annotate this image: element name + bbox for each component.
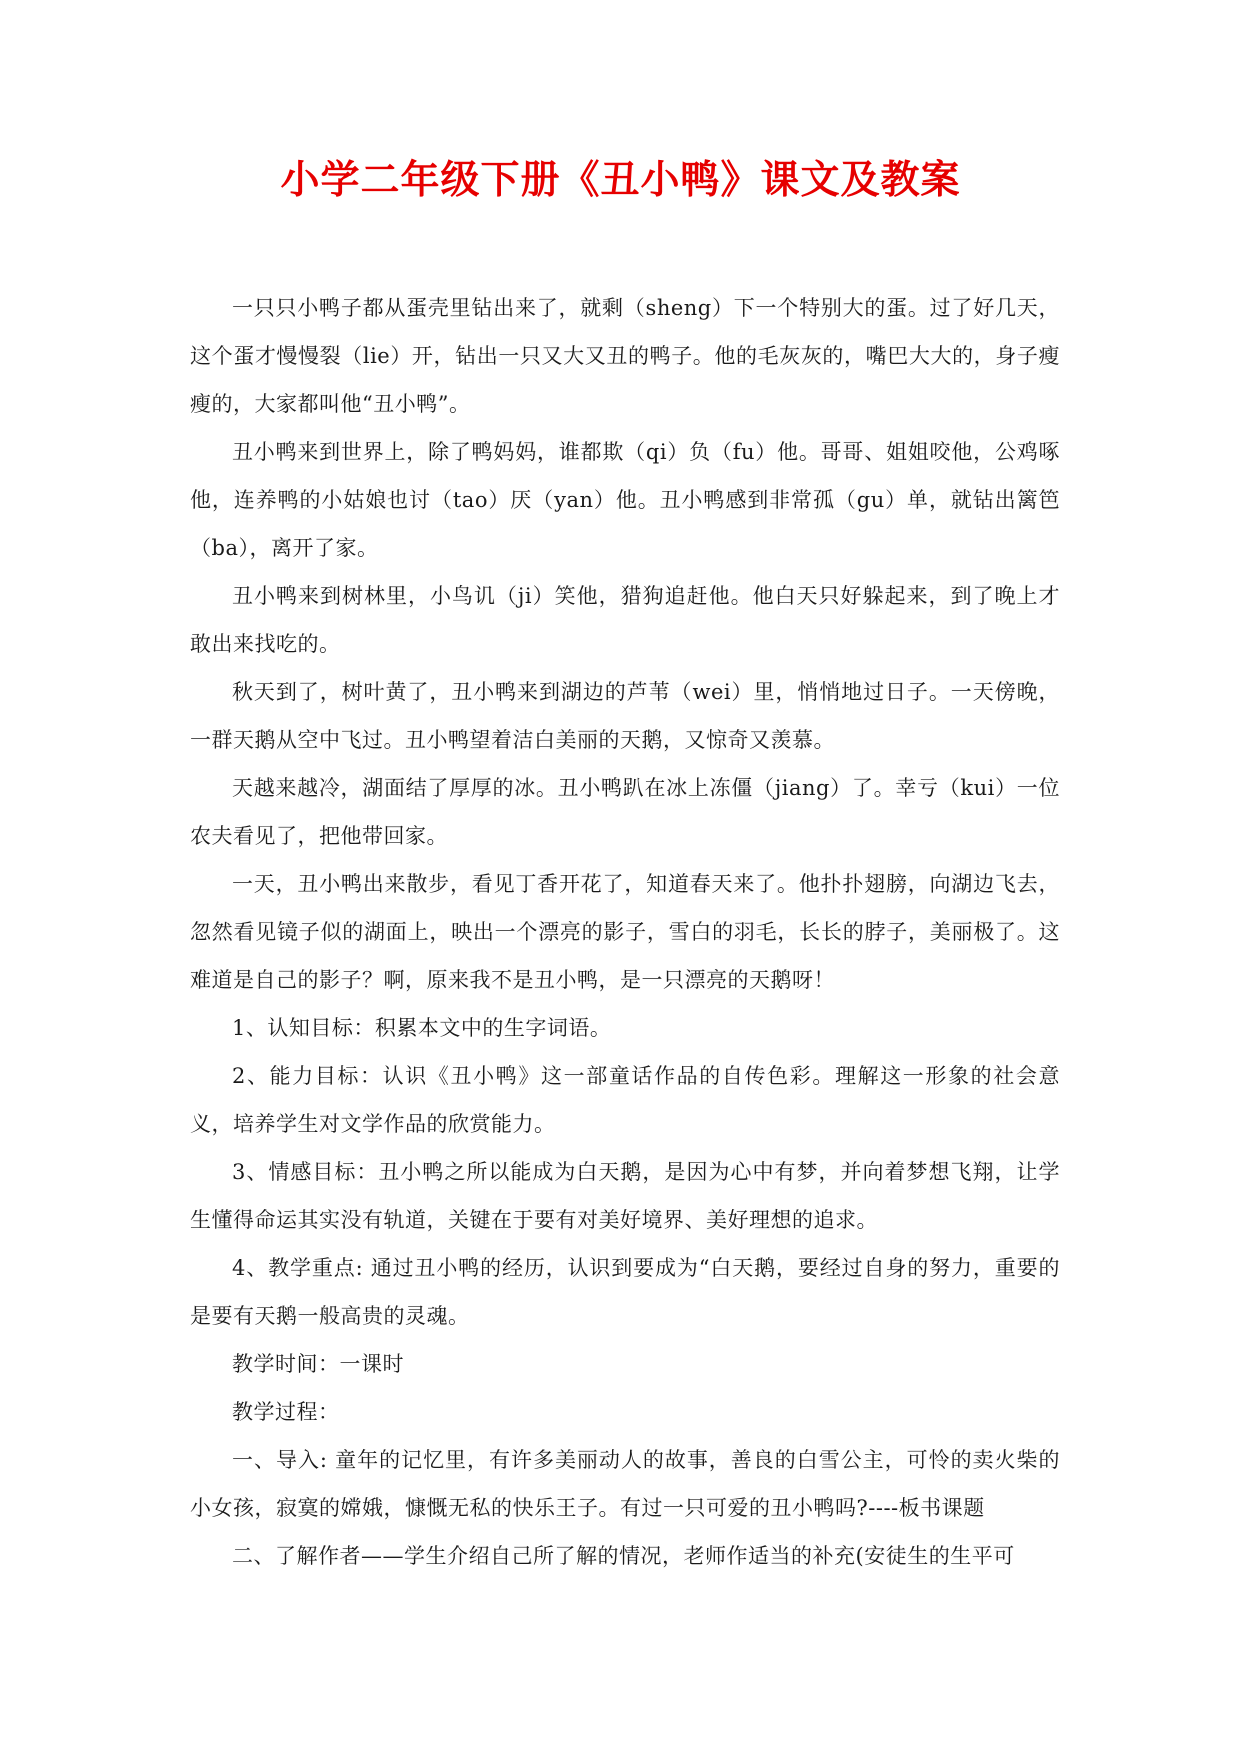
paragraph-2: 丑小鸭来到世界上，除了鸭妈妈，谁都欺（qi）负（fu）他。哥哥、姐姐咬他，公鸡啄他，连养鸭的小姑娘也讨（tao）厌（yan）他。丑小鸭感到非常孤（gu）单，就钻出篱笆（ba），离开了家。 (190, 440, 1060, 560)
step-introduction: 一、导入: 童年的记忆里，有许多美丽动人的故事，善良的白雪公主，可怜的卖火柴的小女孩，寂寞的嫦娥，慷慨无私的快乐王子。有过一只可爱的丑小鸭吗?----板书课题 (190, 1448, 1060, 1520)
document-body (190, 284, 1060, 1580)
goal-emotion: 3、情感目标：丑小鸭之所以能成为白天鹅，是因为心中有梦，并向着梦想飞翔，让学生懂得命运其实没有轨道，关键在于要有对美好境界、美好理想的追求。 (190, 1160, 1060, 1232)
paragraph-4: 秋天到了，树叶黄了，丑小鸭来到湖边的芦苇（wei）里，悄悄地过日子。一天傍晚，一群天鹅从空中飞过。丑小鸭望着洁白美丽的天鹅，又惊奇又羡慕。 (190, 680, 1060, 752)
paragraph-5: 天越来越冷，湖面结了厚厚的冰。丑小鸭趴在冰上冻僵（jiang）了。幸亏（kui）一位农夫看见了，把他带回家。 (190, 776, 1060, 848)
goal-ability: 2、能力目标：认识《丑小鸭》这一部童话作品的自传色彩。理解这一形象的社会意义，培养学生对文学作品的欣赏能力。 (190, 1064, 1060, 1136)
document-title: 小学二年级下册《丑小鸭》课文及教案 (280, 157, 961, 203)
teaching-process-heading: 教学过程： (232, 1400, 340, 1424)
paragraph-6: 一天，丑小鸭出来散步，看见丁香开花了，知道春天来了。他扑扑翅膀，向湖边飞去，忽然看见镜子似的湖面上，映出一个漂亮的影子，雪白的羽毛，长长的脖子，美丽极了。这难道是自己的影子？啊，原来我不是丑小鸭，是一只漂亮的天鹅呀！ (190, 872, 1060, 992)
goal-cognitive: 1、认知目标：积累本文中的生字词语。 (232, 1016, 612, 1040)
step-author: 二、了解作者——学生介绍自己所了解的情况，老师作适当的补充(安徒生的生平可 (232, 1544, 1015, 1568)
teaching-time: 教学时间：一课时 (232, 1352, 404, 1376)
paragraph-3: 丑小鸭来到树林里，小鸟讥（ji）笑他，猎狗追赶他。他白天只好躲起来，到了晚上才敢出来找吃的。 (190, 584, 1060, 656)
teaching-focus: 4、教学重点: 通过丑小鸭的经历，认识到要成为“白天鹅，要经过自身的努力，重要的是要有天鹅一般高贵的灵魂。 (190, 1256, 1060, 1328)
paragraph-1: 一只只小鸭子都从蛋壳里钻出来了，就剩（sheng）下一个特别大的蛋。过了好几天，这个蛋才慢慢裂（lie）开，钻出一只又大又丑的鸭子。他的毛灰灰的，嘴巴大大的，身子瘦瘦的，大家都叫他“丑小鸭”。 (190, 296, 1060, 416)
